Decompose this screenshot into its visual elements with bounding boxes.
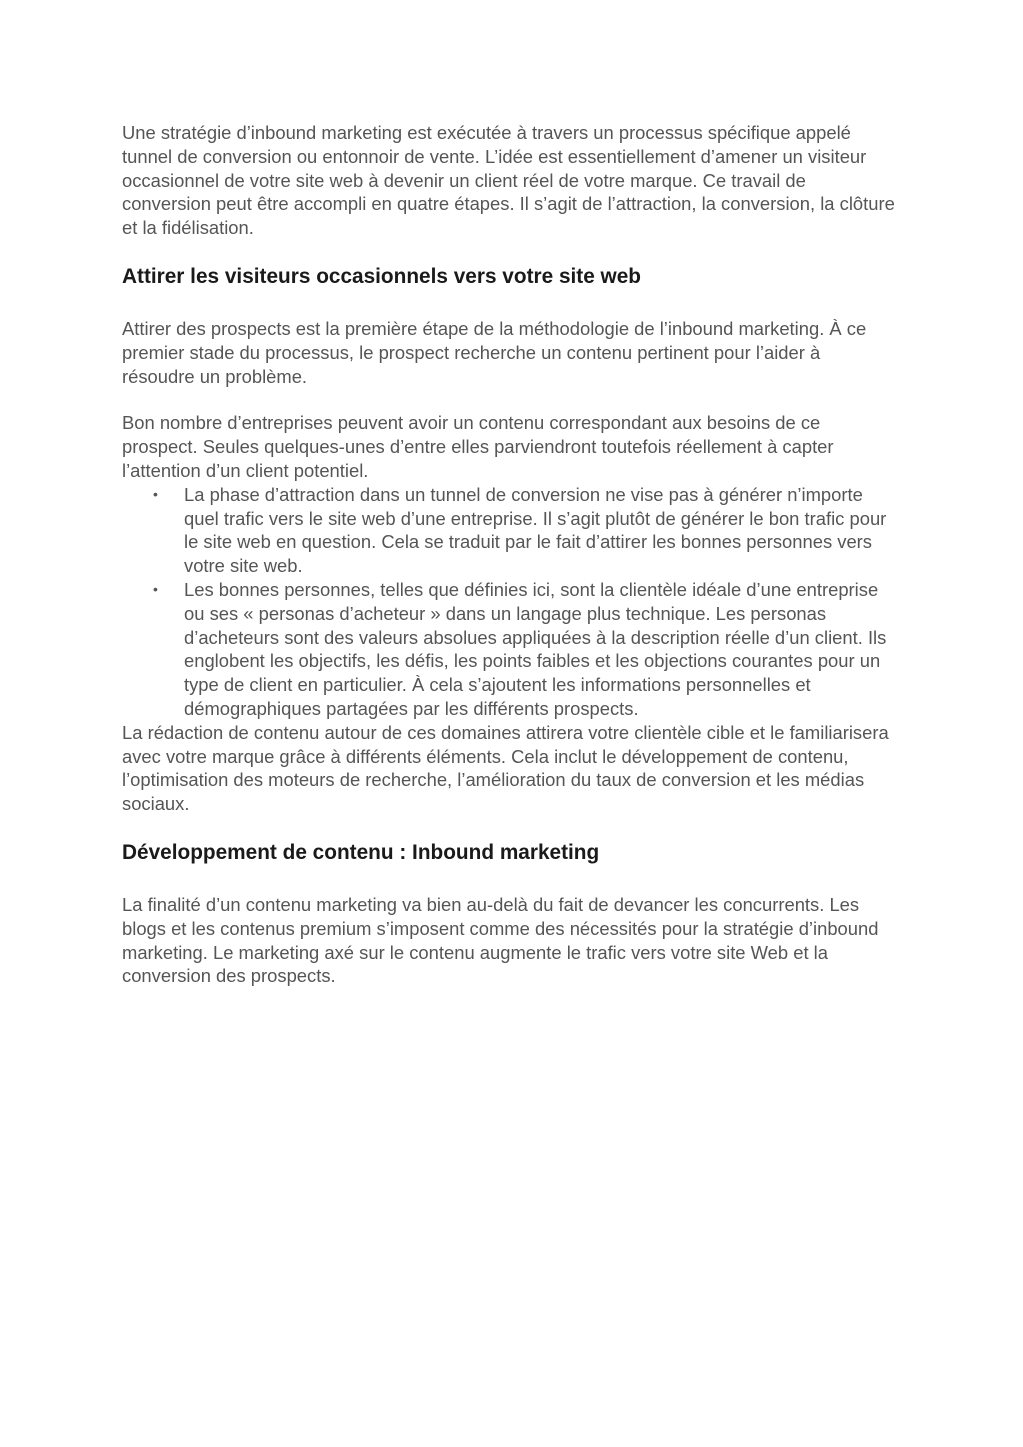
bullet-list [122, 483, 897, 721]
attract-paragraph-1: Attirer des prospects est la première étape de la méthodologie de l’inbound marketing. À ce premier stade du processus, le prospect recherche un contenu pertinent pour l’aider à résoudre un problème. [122, 317, 867, 387]
list-item-text: La phase d’attraction dans un tunnel de conversion ne vise pas à générer n’importe quel trafic vers le site web d’une entreprise. Il s’agit plutôt de générer le bon trafic pour le site web en question. Cela se traduit par le fait d’attirer les bonnes personnes vers votre site web. [184, 483, 887, 577]
bullet-icon: • [153, 485, 158, 502]
content-paragraph: La finalité d’un contenu marketing va bien au-delà du fait de devancer les concurrents. Les blogs et les contenus premium s’imposent comme des nécessités pour la stratégie d’inbound marketing. Le marketing axé sur le contenu augmente le trafic vers votre site Web et la conversion des prospects. [122, 893, 879, 987]
list-item [122, 578, 897, 721]
list-item-text: Les bonnes personnes, telles que définies ici, sont la clientèle idéale d’une entreprise ou ses « personas d’acheteur » dans un langage plus technique. Les personas d’acheteurs sont des valeurs absolues appliquées à la description réelle d’un client. Ils englobent les objectifs, les défis, les points faibles et les objections courantes pour un type de client en particulier. À cela s’ajoutent les informations personnelles et démographiques partagées par les différents prospects. [184, 578, 887, 719]
list-item [122, 483, 897, 578]
intro-paragraph: Une stratégie d’inbound marketing est exécutée à travers un processus spécifique appelé tunnel de conversion ou entonnoir de vente. L’idée est essentiellement d’amener un visiteur occasionnel de votre site web à devenir un client réel de votre marque. Ce travail de conversion peut être accompli en quatre étapes. Il s’agit de l’attraction, la conversion, la clôture et la fidélisation. [122, 122, 895, 239]
bullet-icon: • [153, 580, 158, 597]
document-body [122, 121, 897, 988]
attract-paragraph-2: Bon nombre d’entreprises peuvent avoir un contenu correspondant aux besoins de ce prospect. Seules quelques-unes d’entre elles parviendront toutefois réellement à capter l’attention d’un client potentiel. [122, 412, 834, 481]
section-heading-attract: Attirer les visiteurs occasionnels vers votre site web [122, 264, 641, 288]
section-heading-content: Développement de contenu : Inbound marketing [122, 840, 600, 864]
attract-paragraph-3: La rédaction de contenu autour de ces domaines attirera votre clientèle cible et le familiarisera avec votre marque grâce à différents éléments. Cela inclut le développement de contenu, l’optimisation des moteurs de recherche, l’amélioration du taux de conversion et les médias sociaux. [122, 721, 889, 815]
